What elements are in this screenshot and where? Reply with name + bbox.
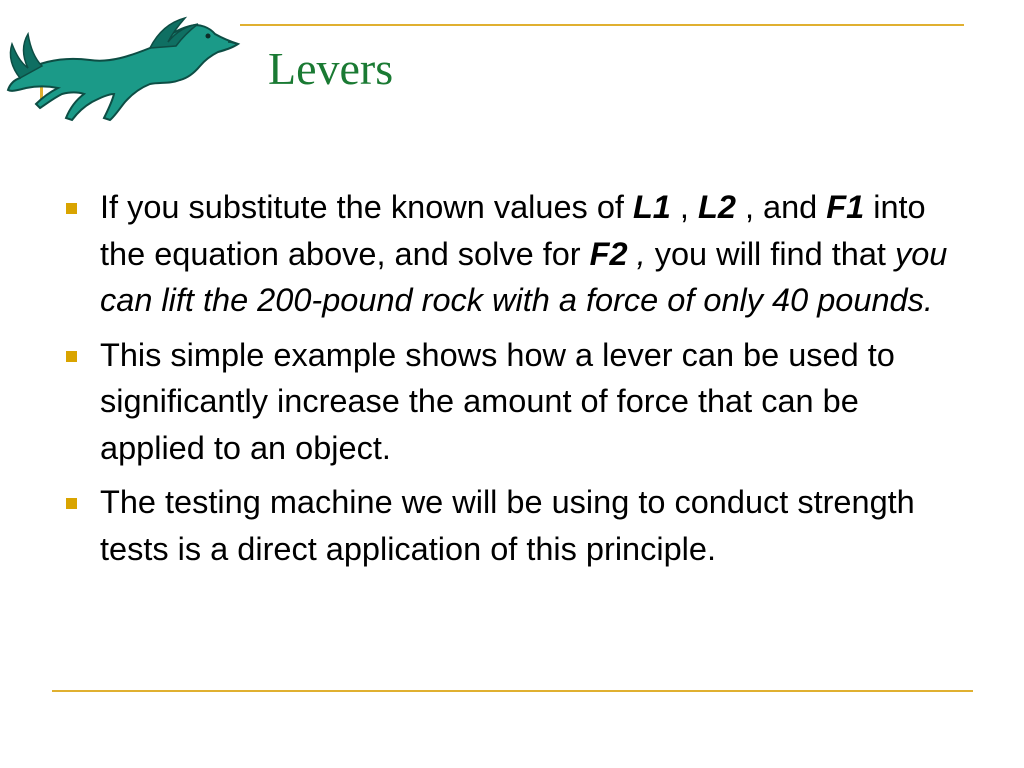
variable-f1: F1: [826, 189, 865, 225]
variable-l2: L2: [697, 189, 736, 225]
text-run: , and: [735, 189, 827, 225]
top-rule: [240, 24, 964, 26]
text-run: you will find that: [654, 235, 895, 272]
text-run: into the equation above, and solve for: [100, 189, 926, 272]
bullet-2-text: This simple example shows how a lever can be used to significantly increase the amount of force that can be applied to an object.: [100, 336, 895, 466]
text-run: If you substitute the known values of: [100, 189, 633, 225]
square-bullet-icon: [66, 351, 77, 362]
bottom-rule: [52, 690, 973, 692]
bullet-item-1: [64, 184, 964, 324]
variable-l1: L1: [632, 189, 671, 225]
square-bullet-icon: [66, 498, 77, 509]
bullet-3-text: The testing machine we will be using to conduct strength tests is a direct application of this principle.: [100, 484, 915, 567]
emphasized-result: you can lift the 200-pound rock with a force of only 40 pounds.: [100, 235, 948, 318]
text-run: ,: [627, 235, 655, 272]
text-run: ,: [670, 189, 698, 225]
bullet-item-3: [64, 479, 964, 572]
variable-f2: F2: [589, 235, 628, 272]
square-bullet-icon: [66, 203, 77, 214]
mustang-horse-logo-icon: [0, 8, 250, 128]
bullet-list: [64, 184, 964, 580]
slide-title: Levers: [268, 43, 394, 94]
bullet-1-text: [100, 189, 947, 318]
bullet-item-2: [64, 332, 964, 472]
